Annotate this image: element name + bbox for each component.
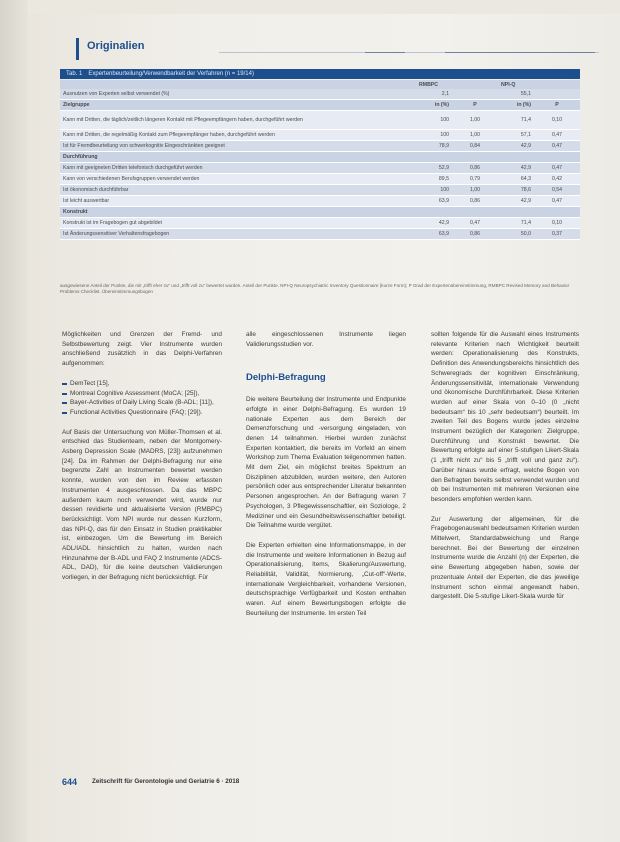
section-title: Originalien [87, 40, 145, 52]
table-cell-value: 100 [416, 130, 452, 141]
table-label: Tab. 1 [66, 71, 83, 77]
header-rule-accent [445, 52, 595, 53]
table-cell-value: 42,9 [498, 141, 534, 152]
list-item: DemTect [15], [62, 379, 222, 389]
table-row [60, 218, 580, 229]
table-row [60, 141, 580, 152]
table-cell-value: 0,79 [452, 174, 498, 185]
paragraph: Die Experten erhielten eine Informationsmappe, in der die Instrumente und weitere Informationen in Bezug auf Operationalisierung, Items, Skalierung/Auswertung, Reliabilität, Validität, Normierung, „Cut-off“-Werte, internationale Vergleichbarkeit, vorhandene Versionen, deutschsprachige Verfügbarkeit und Kosten enthalten waren. Auf einem Bewertungsbogen erfolgte die Beurteilung der Instrumente. Im ersten Teil [246, 541, 406, 617]
table-cell-label: Zielgruppe [60, 100, 416, 111]
table-footnote: ausgewiesene Anteil der Punkte, die mit „trifft eher zu“ und „trifft voll zu“ bewertet wurden. Anteil der Punkte. NPI-Q Neuropsychiatric Inventory Questionnaire (kurze Form); P Grad der Expertenübereinstimmung, RMBPC Revised Memory and Behavior Problems Checklist. Übereinstimmungsbogen [60, 283, 570, 295]
table-cell-value: 2,1 [416, 89, 452, 100]
text-column-3 [431, 330, 579, 612]
table-cell-value: 0,54 [534, 185, 580, 196]
page-footer [62, 777, 582, 789]
table-cell-label: Kann mit geeigneten Dritten telefonisch durchgeführt werden [60, 163, 416, 174]
table-row [60, 163, 580, 174]
table-group-row [60, 152, 580, 163]
table-cell-value: 1,00 [452, 185, 498, 196]
table-cell-label: Ist leicht auswertbar [60, 196, 416, 207]
table-cell-value: 100 [416, 185, 452, 196]
table-group-row [60, 100, 580, 111]
section-header [76, 38, 579, 60]
table-cell-value: 42,9 [498, 196, 534, 207]
table-cell-value: P [534, 100, 580, 111]
text-column-2 [246, 330, 406, 629]
table-cell-value [498, 152, 534, 163]
page-number: 644 [62, 777, 78, 787]
table-row [60, 229, 580, 240]
table-cell-value: 0,84 [452, 141, 498, 152]
table-row [60, 130, 580, 141]
paragraph: Die weitere Beurteilung der Instrumente und Endpunkte erfolgte in einer Delphi-Befragung. Es wurden 19 nationale Experten aus dem Bereich der Demenzforschung und -versorgung eingeladen, von denen 14 teilnahmen. Hierbei wurden zunächst Experten kontaktiert, die bereits im Vorfeld an einem Workshop zum Thema Evaluation teilgenommen hatten. Mit dem Ziel, ein möglichst breites Spektrum an Disziplinen abzubilden, wurden weitere, den Autoren persönlich oder aus entsprechender Literatur bekannten Personen angesprochen. An der Befragung waren 7 Psychologen, 3 Pflegewissenschaftler, ein Soziologe, 2 Mediziner und ein Gesundheitswissenschaftler beteiligt. Die Teilnahme wurde vergütet. [246, 396, 406, 530]
table-cell-value: 100 [416, 111, 452, 130]
table-cell-label: Kann mit Dritten, die täglich/zeitlich längeren Kontakt mit Pflegeempfängern haben, durchgeführt werden [60, 111, 416, 130]
table-cell-value: 89,5 [416, 174, 452, 185]
table-cell-value: 63,9 [416, 196, 452, 207]
table-header-blank [60, 80, 416, 89]
table-row [60, 111, 580, 130]
table-body [60, 89, 580, 240]
table-caption [60, 69, 580, 79]
table-cell-value: 0,37 [534, 229, 580, 240]
table-cell-label: Ist Änderungssensitiver Verhaltensfragebogen [60, 229, 416, 240]
text-column-1 [62, 330, 222, 593]
list-item: Montreal Cognitive Assessment (MoCA; [25]), [62, 389, 222, 399]
table-cell-value [452, 152, 498, 163]
data-table [60, 80, 580, 240]
table-cell-label: Konstrukt [60, 207, 416, 218]
table-row [60, 89, 580, 100]
table-header-row [60, 80, 580, 89]
table-cell-value: 0,47 [452, 218, 498, 229]
table-cell-value [416, 207, 452, 218]
instrument-list [62, 379, 222, 418]
table-row [60, 174, 580, 185]
table-cell-value [534, 152, 580, 163]
table-cell-value: 0,86 [452, 229, 498, 240]
subsection-heading: Delphi-Befragung [246, 372, 326, 384]
table-cell-value: 0,47 [534, 163, 580, 174]
table-cell-value: 1,00 [452, 130, 498, 141]
table-row [60, 185, 580, 196]
table-cell-label: Durchführung [60, 152, 416, 163]
table-cell-value: 0,86 [452, 163, 498, 174]
table-caption-text: Expertenbeurteilung/Verwendbarkeit der Verfahren (n = 19/14) [88, 71, 254, 77]
table-cell-value [452, 89, 498, 100]
table-cell-value: 71,4 [498, 218, 534, 229]
table-cell-value: 78,9 [416, 141, 452, 152]
table-row [60, 196, 580, 207]
table-cell-value: 57,1 [498, 130, 534, 141]
table-cell-value: 63,9 [416, 229, 452, 240]
table-cell-value: 52,9 [416, 163, 452, 174]
journal-citation: Zeitschrift für Gerontologie und Geriatrie 6 · 2018 [92, 778, 240, 785]
table-cell-value: 78,6 [498, 185, 534, 196]
table-cell-value: 0,42 [534, 174, 580, 185]
table-cell-label: Kann von verschiedenen Berufsgruppen verwendet werden [60, 174, 416, 185]
table-cell-value: 55,1 [498, 89, 534, 100]
table-cell-value [498, 207, 534, 218]
table-cell-value: 0,10 [534, 111, 580, 130]
table-cell-value: 64,3 [498, 174, 534, 185]
table-cell-value: 71,4 [498, 111, 534, 130]
paragraph: Möglichkeiten und Grenzen der Fremd- und Selbstbewertung zeigt. Vier Instrumente wurden anschließend zusätzlich in das Delphi-Verfahren aufgenommen: [62, 331, 222, 368]
paragraph: alle eingeschlossenen Instrumente liegen Validierungsstudien vor. [246, 331, 406, 348]
table-cell-value: in (%) [416, 100, 452, 111]
table-cell-label: Kann mit Dritten, die regelmäßig Kontakt zum Pflegeempfänger haben, durchgeführt werden [60, 130, 416, 141]
table-cell-label: Ausnutzen von Experten selbst verwendet (%) [60, 89, 416, 100]
table-cell-value: 0,86 [452, 196, 498, 207]
table-cell-value: 50,0 [498, 229, 534, 240]
table-cell-value [452, 207, 498, 218]
table-cell-value: in (%) [498, 100, 534, 111]
table-cell-value: 0,47 [534, 141, 580, 152]
page-edge-shadow [0, 0, 28, 842]
table-header-npiq: NPI-Q [498, 80, 580, 89]
table-cell-value [534, 89, 580, 100]
header-rule-accent [365, 52, 405, 53]
table-cell-value: 0,47 [534, 196, 580, 207]
table-cell-value: 0,47 [534, 130, 580, 141]
table-cell-label: Konstrukt ist im Fragebogen gut abgebildet [60, 218, 416, 229]
list-item: Functional Activities Questionnaire (FAQ; [29]). [62, 408, 222, 418]
table-cell-label: Ist für Fremdbeurteilung von schwerkognitiv Eingeschränkten geeignet [60, 141, 416, 152]
table-header-rmbpc: RMBPC [416, 80, 498, 89]
paragraph: Auf Basis der Untersuchung von Müller-Thomsen et al. entschied das Studienteam, neben der Montgomery-Asberg Depression Scale (MADRS, [23]) aufzunehmen [24]. Da im Rahmen der Delphi-Befragung nur eine begrenzte Zahl an Instrumenten bewertet werden konnte, wurden von den im Review erfassten Instrumenten 4 ausgeschlossen. Da das MBPC außerdem kaum noch verwendet wird, wurde nur dessen revidierte und aktualisierte Version (RMBPC) berücksichtigt. Vom NPI wurde nur dessen Kurzform, das NPI-Q, das für den Einsatz in Studien praktikabler ist, einbezogen. Um die Bewertung im Bereich ADL/IADL hinsichtlich zu halten, wurden nach Hinzunahme der B-ADL und FAQ 2 Instrumente (ADCS-ADL, DAD), für die keine deutschen Validierungen vorliegen, in der Befragung nicht berücksichtigt. Für [62, 428, 222, 582]
table-cell-value: 42,9 [416, 218, 452, 229]
table-cell-label: Ist ökonomisch durchführbar [60, 185, 416, 196]
table-cell-value [534, 207, 580, 218]
paragraph: Zur Auswertung der allgemeinen, für die Fragebogenauswahl bedeutsamen Kriterien wurden Mittelwert, Standardabweichung und Range berechnet. Bei der Bewertung der einzelnen Instrumente wurde die Anzahl (n) der Experten, die eine Bewertung abgegeben haben, sowie der prozentuale Anteil der Experten, die das jeweilige Instrument schon einmal angewandt haben, dargestellt. Die 5-stufige Likert-Skala wurde für [431, 515, 579, 601]
table-cell-value: 1,00 [452, 111, 498, 130]
table-cell-value: 0,10 [534, 218, 580, 229]
list-item: Bayer-Activities of Daily Living Scale (B-ADL; [11]), [62, 398, 222, 408]
table-group-row [60, 207, 580, 218]
table-cell-value: P [452, 100, 498, 111]
table-cell-value: 42,9 [498, 163, 534, 174]
table-cell-value [416, 152, 452, 163]
paragraph: sollten folgende für die Auswahl eines Instruments relevante Kriterien nach Wichtigkeit beurteilt werden: Operationalisierung des Konstrukts, Definition des Anwendungsbereichs hinsichtlich des Schweregrads der kognitiven Einschränkung, Änderungssensitivität, internationale Verwendung und ökonomische Durchführbarkeit. Diese Kriterien wurden auf einer Skala von 0–10 (0 „nicht bedeutsam“ bis 10 „sehr bedeutsam“) beurteilt. Im zweiten Teil des Bogens wurde jedes einzelne Instrument bezüglich der Kategorien: Zielgruppe, Durchführung und Konstrukt bewertet. Die Bewertung erfolgte auf einer 5-stufigen Likert-Skala (1 „trifft nicht zu“ bis 5 „trifft voll und ganz zu“). Darüber hinaus wurde erfragt, welche Bogen von den Befragten bereits selbst verwendet wurden und ob bei Instrumenten mit mehreren Versionen eine besonders empfohlen werden kann. [431, 331, 579, 503]
